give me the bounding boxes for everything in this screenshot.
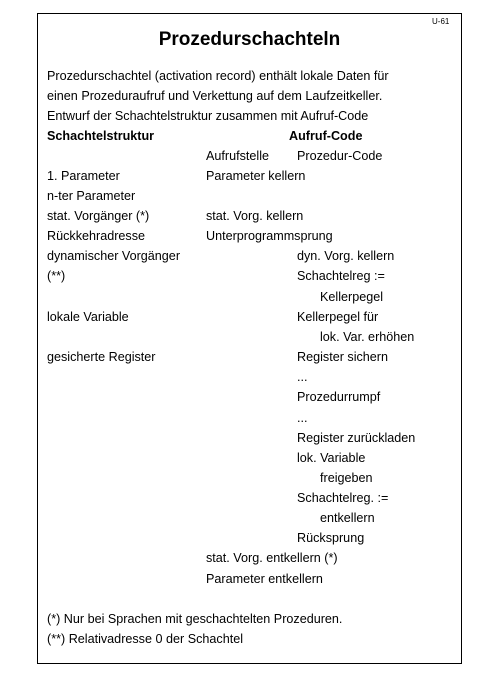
proc-code-header: Prozedur-Code: [297, 149, 383, 163]
proc-code-step: lok. Var. erhöhen: [320, 330, 415, 344]
structure-item: n-ter Parameter: [47, 189, 136, 203]
proc-code-step: Kellerpegel für: [297, 310, 379, 324]
structure-item: gesicherte Register: [47, 350, 156, 364]
call-site-step: Parameter entkellern: [206, 572, 323, 586]
call-site-header: Aufrufstelle: [206, 149, 269, 163]
proc-code-step: Kellerpegel: [320, 290, 384, 304]
proc-code-step: Schachtelreg. :=: [297, 491, 389, 505]
structure-item: Rückkehradresse: [47, 229, 145, 243]
proc-code-step: Schachtelreg :=: [297, 269, 385, 283]
proc-code-step: Register zurückladen: [297, 431, 416, 445]
page-title: Prozedurschachteln: [158, 29, 341, 50]
intro-line: Prozedurschachtel (activation record) enthält lokale Daten für: [47, 69, 389, 83]
call-site-step: stat. Vorg. entkellern (*): [206, 551, 338, 565]
structure-item: 1. Parameter: [47, 169, 120, 183]
intro-paragraph: [47, 66, 457, 126]
proc-code-step: ...: [297, 370, 308, 384]
footnote: (**) Relativadresse 0 der Schachtel: [47, 632, 243, 646]
code-header: Aufruf-Code: [289, 129, 363, 143]
call-site-step: Unterprogrammsprung: [206, 229, 333, 243]
structure-item: stat. Vorgänger (*): [47, 209, 150, 223]
proc-code-step: Prozedurrumpf: [297, 390, 381, 404]
proc-code-step: dyn. Vorg. kellern: [297, 249, 395, 263]
call-site-step: stat. Vorg. kellern: [206, 209, 304, 223]
slide-number: U-61: [432, 17, 450, 26]
footnote: (*) Nur bei Sprachen mit geschachtelten Prozeduren.: [47, 612, 343, 626]
structure-item: lokale Variable: [47, 310, 129, 324]
proc-code-step: Register sichern: [297, 350, 388, 364]
structure-header: Schachtelstruktur: [47, 129, 155, 143]
proc-code-step: entkellern: [320, 511, 375, 525]
proc-code-step: lok. Variable: [297, 451, 366, 465]
intro-line: Entwurf der Schachtelstruktur zusammen mit Aufruf-Code: [47, 109, 369, 123]
proc-code-step: Rücksprung: [297, 531, 365, 545]
structure-item: dynamischer Vorgänger: [47, 249, 181, 263]
proc-code-step: ...: [297, 411, 308, 425]
proc-code-step: freigeben: [320, 471, 373, 485]
call-site-step: Parameter kellern: [206, 169, 306, 183]
structure-item: (**): [47, 269, 66, 283]
intro-line: einen Prozeduraufruf und Verkettung auf dem Laufzeitkeller.: [47, 89, 383, 103]
